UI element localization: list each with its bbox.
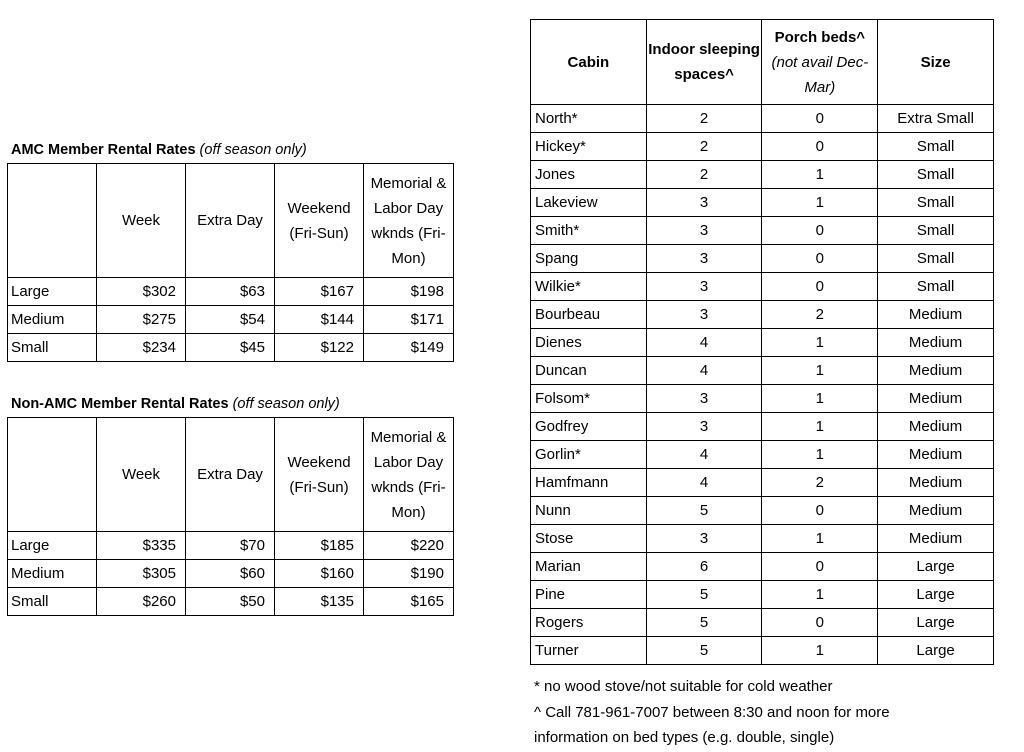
table-cell: Medium bbox=[878, 497, 994, 525]
cabin-name-cell: Gorlin* bbox=[531, 441, 647, 469]
table-cell: 2 bbox=[646, 161, 762, 189]
table-cell: 1 bbox=[762, 189, 878, 217]
table-cell: 1 bbox=[762, 581, 878, 609]
table-cell: $165 bbox=[364, 588, 454, 616]
table-cell: 1 bbox=[762, 413, 878, 441]
cabin-name-cell: Folsom* bbox=[531, 385, 647, 413]
table-cell: Small bbox=[878, 161, 994, 189]
table-row bbox=[8, 588, 454, 616]
table-cell: $260 bbox=[97, 588, 186, 616]
header-cell-porch bbox=[762, 20, 878, 105]
table-cell: Small bbox=[878, 189, 994, 217]
footnote-caret-line-2: information on bed types (e.g. double, single) bbox=[534, 729, 835, 746]
header-cell: Weekend (Fri-Sun) bbox=[275, 164, 364, 278]
table-cell: 0 bbox=[762, 553, 878, 581]
table-cell: $167 bbox=[275, 278, 364, 306]
header-cell: Extra Day bbox=[186, 164, 275, 278]
table-cell: 4 bbox=[646, 329, 762, 357]
table-cell: $335 bbox=[97, 532, 186, 560]
table-cell: 0 bbox=[762, 133, 878, 161]
table-cell: Large bbox=[878, 553, 994, 581]
table-cell: 1 bbox=[762, 441, 878, 469]
table-cell: Small bbox=[878, 217, 994, 245]
non-amc-rates-note: (off season only) bbox=[232, 396, 340, 412]
header-cell: Weekend (Fri-Sun) bbox=[275, 418, 364, 532]
table-cell: Extra Small bbox=[878, 105, 994, 133]
table-cell: 2 bbox=[646, 133, 762, 161]
cabin-name-cell: Godfrey bbox=[531, 413, 647, 441]
non-amc-rates-title bbox=[11, 396, 363, 412]
amc-rates-note: (off season only) bbox=[199, 142, 307, 158]
table-cell: 3 bbox=[646, 525, 762, 553]
table-row bbox=[531, 189, 994, 217]
table-cell: $185 bbox=[275, 532, 364, 560]
table-cell: 1 bbox=[762, 329, 878, 357]
table-cell: $160 bbox=[275, 560, 364, 588]
table-cell: Small bbox=[8, 334, 97, 362]
cabin-name-cell: Jones bbox=[531, 161, 647, 189]
table-cell: Medium bbox=[878, 357, 994, 385]
table-header-row bbox=[8, 164, 454, 278]
header-cell bbox=[8, 418, 97, 532]
table-cell: 0 bbox=[762, 105, 878, 133]
table-row bbox=[531, 441, 994, 469]
table-header-row bbox=[8, 418, 454, 532]
table-row bbox=[531, 413, 994, 441]
table-cell: Medium bbox=[878, 525, 994, 553]
table-cell: 0 bbox=[762, 609, 878, 637]
table-cell: Medium bbox=[878, 301, 994, 329]
table-cell: Medium bbox=[878, 329, 994, 357]
cabin-name-cell: Hamfmann bbox=[531, 469, 647, 497]
amc-rates-table bbox=[7, 163, 454, 362]
table-cell: Large bbox=[8, 532, 97, 560]
table-cell: $305 bbox=[97, 560, 186, 588]
table-cell: $302 bbox=[97, 278, 186, 306]
table-row bbox=[531, 217, 994, 245]
table-cell: 5 bbox=[646, 581, 762, 609]
header-cell: Week bbox=[97, 418, 186, 532]
table-header-row bbox=[531, 20, 994, 105]
table-row bbox=[531, 357, 994, 385]
table-row bbox=[531, 329, 994, 357]
cabin-name-cell: North* bbox=[531, 105, 647, 133]
table-row bbox=[8, 306, 454, 334]
table-row bbox=[531, 133, 994, 161]
table-cell: Small bbox=[878, 273, 994, 301]
table-cell: 3 bbox=[646, 385, 762, 413]
table-row bbox=[531, 105, 994, 133]
table-cell: Small bbox=[878, 133, 994, 161]
table-cell: 4 bbox=[646, 441, 762, 469]
table-row bbox=[8, 532, 454, 560]
cabin-name-cell: Nunn bbox=[531, 497, 647, 525]
table-row bbox=[8, 334, 454, 362]
cabins-table-body bbox=[531, 105, 994, 665]
table-cell: Medium bbox=[878, 441, 994, 469]
cabin-name-cell: Marian bbox=[531, 553, 647, 581]
cabin-name-cell: Bourbeau bbox=[531, 301, 647, 329]
table-cell: 1 bbox=[762, 385, 878, 413]
table-cell: $50 bbox=[186, 588, 275, 616]
table-cell: $144 bbox=[275, 306, 364, 334]
table-cell: $234 bbox=[97, 334, 186, 362]
table-row bbox=[531, 525, 994, 553]
table-row bbox=[531, 161, 994, 189]
table-row bbox=[531, 553, 994, 581]
table-cell: 3 bbox=[646, 217, 762, 245]
table-cell: Medium bbox=[8, 306, 97, 334]
header-cell bbox=[8, 164, 97, 278]
amc-rates-title-text: AMC Member Rental Rates bbox=[11, 142, 196, 158]
footnote-star: * no wood stove/not suitable for cold weather bbox=[534, 678, 833, 695]
header-cell-size: Size bbox=[878, 20, 994, 105]
table-cell: $190 bbox=[364, 560, 454, 588]
table-row bbox=[531, 637, 994, 665]
cabins-table bbox=[530, 19, 994, 665]
cabin-name-cell: Wilkie* bbox=[531, 273, 647, 301]
table-cell: 4 bbox=[646, 357, 762, 385]
table-cell: Medium bbox=[878, 385, 994, 413]
table-cell: 3 bbox=[646, 301, 762, 329]
table-cell: $275 bbox=[97, 306, 186, 334]
cabin-name-cell: Pine bbox=[531, 581, 647, 609]
cabin-name-cell: Spang bbox=[531, 245, 647, 273]
amc-rates-title bbox=[11, 142, 307, 158]
table-cell: 0 bbox=[762, 217, 878, 245]
table-cell: Medium bbox=[8, 560, 97, 588]
table-row bbox=[531, 609, 994, 637]
table-row bbox=[8, 278, 454, 306]
table-cell: 1 bbox=[762, 161, 878, 189]
table-cell: $70 bbox=[186, 532, 275, 560]
table-row bbox=[531, 469, 994, 497]
header-cell-indoor: Indoor sleeping spaces^ bbox=[646, 20, 762, 105]
table-cell: 5 bbox=[646, 637, 762, 665]
table-cell: Small bbox=[878, 245, 994, 273]
table-cell: 1 bbox=[762, 357, 878, 385]
cabin-name-cell: Lakeview bbox=[531, 189, 647, 217]
header-cell: Memorial & Labor Day wknds (Fri-Mon) bbox=[364, 418, 454, 532]
table-cell: 6 bbox=[646, 553, 762, 581]
table-cell: Large bbox=[878, 637, 994, 665]
table-cell: 0 bbox=[762, 245, 878, 273]
header-cell-cabin: Cabin bbox=[531, 20, 647, 105]
table-cell: $171 bbox=[364, 306, 454, 334]
table-cell: 4 bbox=[646, 469, 762, 497]
table-cell: 0 bbox=[762, 497, 878, 525]
table-cell: $63 bbox=[186, 278, 275, 306]
table-cell: Large bbox=[8, 278, 97, 306]
table-cell: 2 bbox=[646, 105, 762, 133]
table-cell: $135 bbox=[275, 588, 364, 616]
header-cell: Memorial & Labor Day wknds (Fri-Mon) bbox=[364, 164, 454, 278]
table-row bbox=[531, 497, 994, 525]
cabin-name-cell: Stose bbox=[531, 525, 647, 553]
table-cell: $149 bbox=[364, 334, 454, 362]
cabin-name-cell: Smith* bbox=[531, 217, 647, 245]
table-row bbox=[531, 301, 994, 329]
table-cell: $45 bbox=[186, 334, 275, 362]
table-cell: Medium bbox=[878, 469, 994, 497]
table-cell: 3 bbox=[646, 413, 762, 441]
table-cell: 3 bbox=[646, 273, 762, 301]
table-row bbox=[531, 273, 994, 301]
table-cell: $122 bbox=[275, 334, 364, 362]
table-cell: 2 bbox=[762, 301, 878, 329]
table-cell: Small bbox=[8, 588, 97, 616]
header-cell: Week bbox=[97, 164, 186, 278]
table-row bbox=[531, 581, 994, 609]
cabin-name-cell: Dienes bbox=[531, 329, 647, 357]
header-cell: Extra Day bbox=[186, 418, 275, 532]
cabin-name-cell: Rogers bbox=[531, 609, 647, 637]
porch-header-note: (not avail Dec-Mar) bbox=[771, 53, 869, 96]
table-cell: $60 bbox=[186, 560, 275, 588]
table-cell: Large bbox=[878, 609, 994, 637]
table-cell: 5 bbox=[646, 609, 762, 637]
table-cell: 1 bbox=[762, 525, 878, 553]
table-cell: Medium bbox=[878, 413, 994, 441]
table-cell: $220 bbox=[364, 532, 454, 560]
table-row bbox=[531, 385, 994, 413]
table-cell: 2 bbox=[762, 469, 878, 497]
cabin-name-cell: Turner bbox=[531, 637, 647, 665]
non-amc-rates-table bbox=[7, 417, 454, 616]
footnote-caret-line-1: ^ Call 781-961-7007 between 8:30 and noon for more bbox=[534, 704, 890, 721]
table-cell: 3 bbox=[646, 189, 762, 217]
table-cell: 3 bbox=[646, 245, 762, 273]
table-cell: Large bbox=[878, 581, 994, 609]
cabin-name-cell: Duncan bbox=[531, 357, 647, 385]
table-cell: 0 bbox=[762, 273, 878, 301]
table-row bbox=[531, 245, 994, 273]
table-cell: 1 bbox=[762, 637, 878, 665]
table-cell: $198 bbox=[364, 278, 454, 306]
table-cell: $54 bbox=[186, 306, 275, 334]
table-row bbox=[8, 560, 454, 588]
cabin-name-cell: Hickey* bbox=[531, 133, 647, 161]
table-cell: 5 bbox=[646, 497, 762, 525]
porch-header-label: Porch beds^ bbox=[774, 28, 866, 46]
non-amc-rates-title-text: Non-AMC Member Rental Rates bbox=[11, 396, 229, 412]
